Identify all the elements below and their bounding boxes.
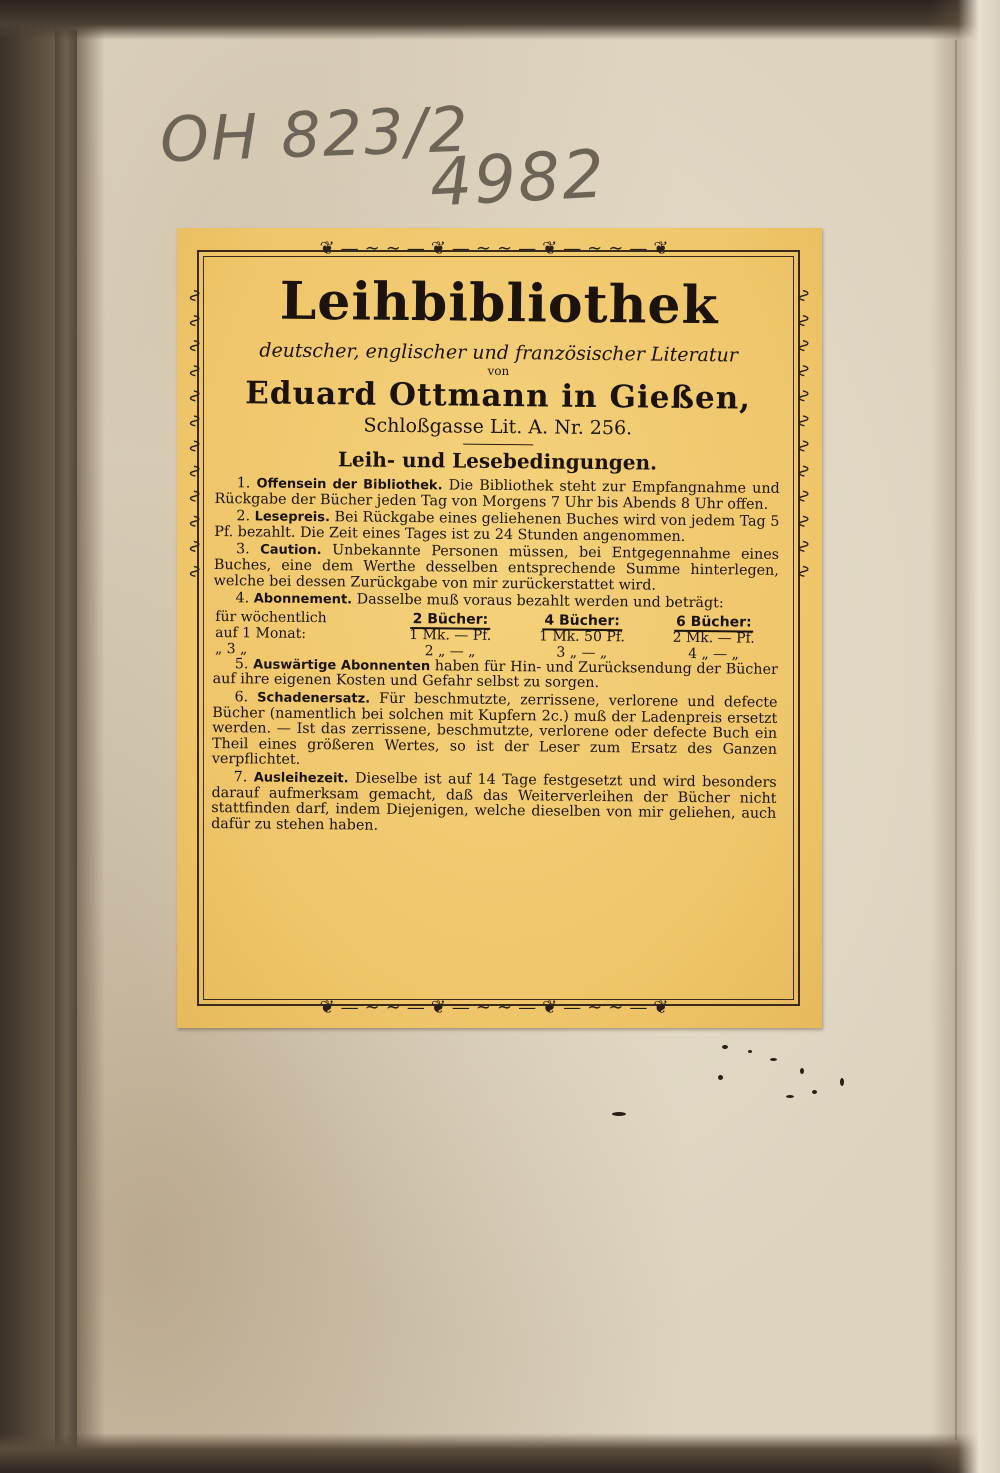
ink-speck — [800, 1068, 804, 1074]
condition-number: 4. — [235, 590, 250, 607]
condition-text: Bei Rückgabe eines geliehenen Buches wird von jedem Tag 5 Pf. bezahlt. Die Zeit eines Tages ist zu 24 Stunden angenommen. — [214, 509, 780, 545]
label-owner: Eduard Ottmann in Gießen, — [245, 375, 752, 417]
lending-library-label — [177, 228, 822, 1028]
ink-speck — [718, 1075, 723, 1080]
ink-speck — [612, 1112, 626, 1116]
condition-title: Schadenersatz. — [257, 690, 371, 707]
ink-speck — [770, 1058, 777, 1061]
label-address: Schloßgasse Lit. A. Nr. 256. — [363, 414, 633, 440]
condition-item — [213, 657, 778, 694]
condition-number: 2. — [236, 508, 251, 525]
condition-item — [214, 476, 779, 513]
price-cell: 1 Mk. — Pf. — [409, 626, 492, 644]
ink-speck — [748, 1050, 752, 1053]
price-column-header: 6 Bücher: — [674, 614, 754, 633]
ink-speck — [786, 1095, 794, 1098]
condition-title: Lesepreis. — [254, 509, 331, 526]
condition-item — [212, 690, 778, 774]
label-content — [211, 268, 782, 840]
spine-gutter — [930, 0, 1000, 1473]
ornament-left: ∿∿∿∿∿∿∿∿∿∿∿∿ — [184, 288, 205, 589]
condition-title: Caution. — [260, 542, 322, 559]
condition-number: 6. — [234, 689, 249, 706]
condition-number: 3. — [235, 541, 250, 558]
ornament-bottom: ❦—∼∼—❦—∼∼—❦—∼∼—❦ — [319, 997, 675, 1018]
label-subtitle: deutscher, englischer und französischer Literatur — [259, 339, 739, 367]
binding-strip — [55, 30, 77, 1450]
price-cell: 1 Mk. 50 Pf. — [538, 628, 626, 646]
ornament-right: ∿∿∿∿∿∿∿∿∿∿∿∿ — [793, 288, 814, 589]
condition-title: Abonnement. — [253, 591, 353, 608]
condition-number: 1. — [236, 475, 251, 492]
condition-text: Die Bibliothek steht zur Empfangnahme und Rückgabe der Bücher jeden Tag von Morgens 7 Uhr bis Abends 8 Uhr offen. — [214, 477, 780, 513]
price-cell: 4 „ — „ — [688, 645, 740, 663]
price-row-label: für wöchentlich — [215, 608, 327, 626]
price-row-label: auf 1 Monat: — [215, 624, 307, 642]
board-left-edge — [0, 0, 105, 1473]
ornament-top: ❦—∼∼—❦—∼∼—❦—∼∼—❦ — [319, 238, 675, 259]
condition-title: Ausleihezeit. — [253, 770, 349, 787]
condition-text: Für beschmutzte, zerrissene, verlorene und defecte Bücher (namentlich bei solchen mit Kupfern 2c.) muß der Ladenpreis ersetzt werden. — Ist das zerrissene, beschmutzte, verlorene oder defecte Buch ein Theil eines größeren Wertes, so ist der Leser zum Ersatz des Ganzen verpflichtet. — [211, 690, 778, 769]
condition-text: haben für Hin- und Zurücksendung der Bücher auf ihre eigenen Kosten und Gefahr selbst zu sorgen. — [212, 658, 778, 692]
condition-item — [214, 509, 779, 546]
condition-item — [211, 770, 777, 838]
ink-speck — [812, 1090, 817, 1094]
label-title: Leihbibliothek — [279, 270, 719, 337]
ink-speck — [840, 1078, 844, 1086]
price-cell: 2 Mk. — Pf. — [672, 629, 755, 647]
pencil-accession-number: 4982 — [428, 135, 608, 222]
condition-item — [214, 542, 779, 595]
pencil-shelfmark: OH 823/2 — [158, 92, 471, 177]
condition-number: 7. — [233, 769, 248, 786]
condition-number: 5. — [234, 655, 249, 673]
price-cell: 3 „ — „ — [556, 644, 608, 661]
subscription-price-table — [213, 609, 778, 663]
ink-speck — [722, 1045, 728, 1049]
price-cell: 2 „ — „ — [424, 642, 476, 660]
board-top-edge — [0, 0, 1000, 40]
condition-text: Dieselbe ist auf 14 Tage festgesetzt und wird besonders darauf aufmerksam gemacht, daß das Weiterverleihen der Bücher nicht stattfinden darf, indem Diejenigen, welche dieselben von mir geliehen, auch dafür zu stehen haben. — [211, 770, 777, 834]
condition-text: Unbekannte Personen müssen, bei Entgegennahme eines Buches, eine dem Werthe desselben entsprechende Summe hinterlegen, welche bei dessen Zurückgabe von mir zurückerstattet wird. — [213, 542, 780, 594]
conditions-heading: Leih- und Lesebedingungen. — [337, 447, 658, 475]
price-row-label: „ 3 „ — [214, 640, 248, 658]
condition-text: Dasselbe muß voraus bezahlt werden und beträgt: — [356, 591, 724, 612]
price-column-header: 2 Bücher: — [411, 611, 491, 630]
price-column-header: 4 Bücher: — [542, 612, 622, 631]
condition-title: Offensein der Bibliothek. — [256, 476, 443, 494]
condition-title: Auswärtige Abonnenten — [253, 657, 431, 675]
label-divider — [463, 444, 533, 446]
board-bottom-edge — [0, 1433, 1000, 1473]
spine-fold — [955, 40, 957, 1440]
label-von: von — [487, 363, 510, 379]
